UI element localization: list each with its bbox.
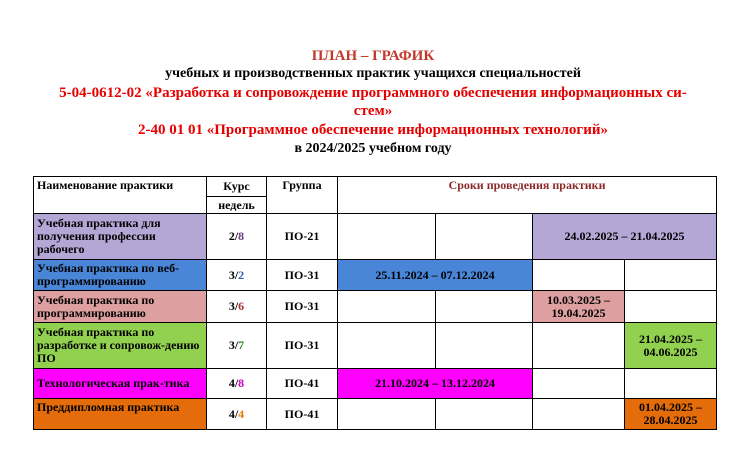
kurs-weeks: 3/7	[207, 323, 267, 369]
practice-name: Учебная практика по программированию	[34, 291, 207, 323]
empty-cell	[436, 399, 533, 430]
practice-name: Учебная практика по веб-программированию	[34, 260, 207, 291]
empty-cell	[625, 260, 717, 291]
group: ПО-31	[267, 323, 338, 369]
empty-cell	[338, 399, 436, 430]
weeks-value: 7	[238, 338, 245, 352]
kurs-value: 3	[228, 299, 235, 313]
specialty-1-line1: 5-04-0612-02 «Разработка и сопровождение программного обеспечения информационных си-	[59, 85, 687, 101]
plan-title: ПЛАН – ГРАФИК	[311, 48, 435, 64]
specialty-2: 2-40 01 01 «Программное обеспечение информационных технологий»	[137, 122, 609, 138]
practice-dates: 25.11.2024 – 07.12.2024	[338, 260, 533, 291]
table-row	[34, 399, 717, 430]
table-row	[34, 323, 717, 369]
kurs-value: 3	[228, 338, 235, 352]
empty-cell	[533, 260, 625, 291]
header-name: Наименование практики	[34, 177, 207, 214]
group: ПО-41	[267, 369, 338, 399]
empty-cell	[533, 399, 625, 430]
empty-cell	[338, 323, 436, 369]
group: ПО-31	[267, 260, 338, 291]
practice-name: Технологическая прак-тика	[34, 369, 207, 399]
table-header-row	[34, 177, 717, 197]
header-weeks: недель	[207, 197, 267, 214]
empty-cell	[625, 369, 717, 399]
header-kurs: Курс	[207, 177, 267, 197]
kurs-weeks: 3/6	[207, 291, 267, 323]
weeks-value: 4	[238, 406, 245, 421]
practice-dates: 21.04.2025 – 04.06.2025	[625, 323, 717, 369]
empty-cell	[533, 369, 625, 399]
empty-cell	[625, 291, 717, 323]
group: ПО-31	[267, 291, 338, 323]
weeks-value: 2	[238, 267, 245, 282]
empty-cell	[338, 291, 436, 323]
group: ПО-21	[267, 214, 338, 260]
practice-name: Учебная практика по разработке и сопровож-дению ПО	[34, 323, 207, 369]
empty-cell	[436, 214, 533, 260]
kurs-value: 4	[228, 406, 235, 421]
header-group: Группа	[267, 177, 338, 214]
practice-schedule-table	[33, 176, 717, 430]
weeks-value: 6	[238, 299, 245, 313]
practice-dates: 10.03.2025 – 19.04.2025	[533, 291, 625, 323]
practice-dates: 01.04.2025 – 28.04.2025	[625, 399, 717, 430]
table-row	[34, 260, 717, 291]
weeks-value: 8	[238, 229, 245, 243]
practice-name: Учебная практика для получения профессии рабочего	[34, 214, 207, 260]
group: ПО-41	[267, 399, 338, 430]
academic-year: в 2024/2025 учебном году	[294, 141, 452, 156]
table-row	[34, 214, 717, 260]
practice-dates: 24.02.2025 – 21.04.2025	[533, 214, 717, 260]
empty-cell	[436, 323, 533, 369]
practice-name: Преддипломная практика	[34, 399, 207, 430]
specialty-1-line2: стем»	[353, 103, 393, 119]
practice-dates: 21.10.2024 – 13.12.2024	[338, 369, 533, 399]
empty-cell	[338, 214, 436, 260]
empty-cell	[533, 323, 625, 369]
weeks-value: 8	[238, 376, 245, 390]
header-dates: Сроки проведения практики	[338, 177, 717, 214]
kurs-weeks: 4/4	[207, 399, 267, 430]
kurs-value: 3	[228, 267, 235, 282]
kurs-weeks: 3/2	[207, 260, 267, 291]
plan-subtitle: учебных и производственных практик учащихся специальностей	[165, 66, 581, 81]
kurs-weeks: 4/8	[207, 369, 267, 399]
kurs-weeks: 2/8	[207, 214, 267, 260]
kurs-value: 4	[228, 376, 235, 390]
table-row	[34, 369, 717, 399]
table-row	[34, 291, 717, 323]
kurs-value: 2	[228, 229, 235, 243]
empty-cell	[436, 291, 533, 323]
